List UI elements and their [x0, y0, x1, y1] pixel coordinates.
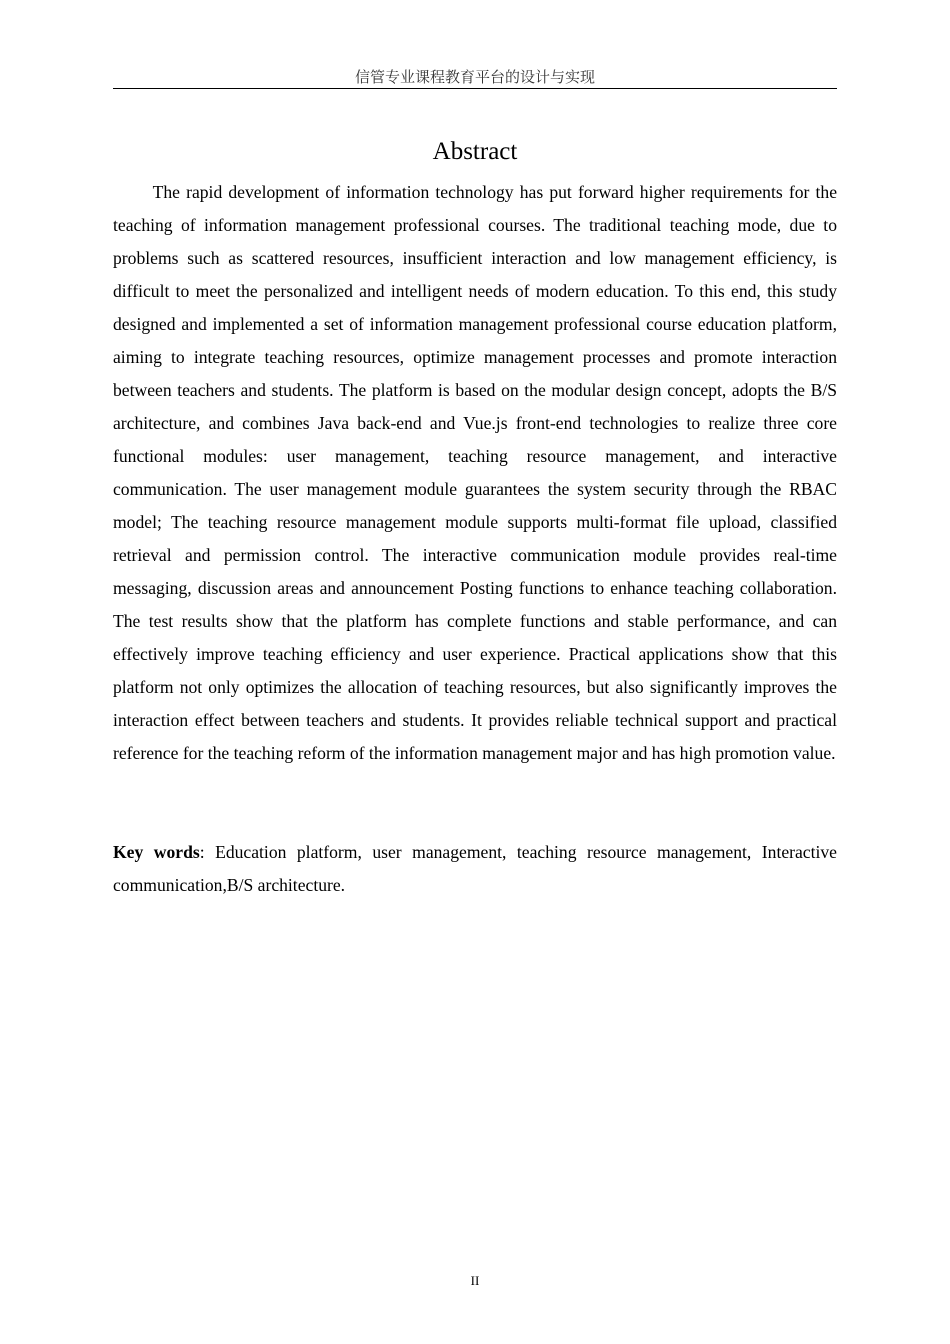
keywords-text: : Education platform, user management, teaching resource management, Interactive communication,B/S architecture.	[113, 842, 837, 895]
running-header: 信管专业课程教育平台的设计与实现	[113, 66, 837, 89]
keywords-label: Key words	[113, 842, 200, 862]
abstract-title: Abstract	[432, 138, 518, 165]
page-number: II	[470, 1273, 480, 1288]
abstract-body: The rapid development of information technology has put forward higher requirements for the teaching of information management professional courses. The traditional teaching mode, due to problems such as scattered resources, insufficient interaction and low management efficiency, is difficult to meet the personalized and intelligent needs of modern education. To this end, this study designed and implemented a set of information management professional course education platform, aiming to integrate teaching resources, optimize management processes and promote interaction between teachers and students. The platform is based on the modular design concept, adopts the B/S architecture, and combines Java back-end and Vue.js front-end technologies to realize three core functional modules: user management, teaching resource management, and interactive communication. The user management module guarantees the system security through the RBAC model; The teaching resource management module supports multi-format file upload, classified retrieval and permission control. The interactive communication module provides real-time messaging, discussion areas and announcement Posting functions to enhance teaching collaboration. The test results show that the platform has complete functions and stable performance, and can effectively improve teaching efficiency and user experience. Practical applications show that this platform not only optimizes the allocation of teaching resources, but also significantly improves the interaction effect between teachers and students. It provides reliable technical support and practical reference for the teaching reform of the information management major and has high promotion value.	[113, 182, 837, 763]
keywords-paragraph	[113, 836, 837, 902]
